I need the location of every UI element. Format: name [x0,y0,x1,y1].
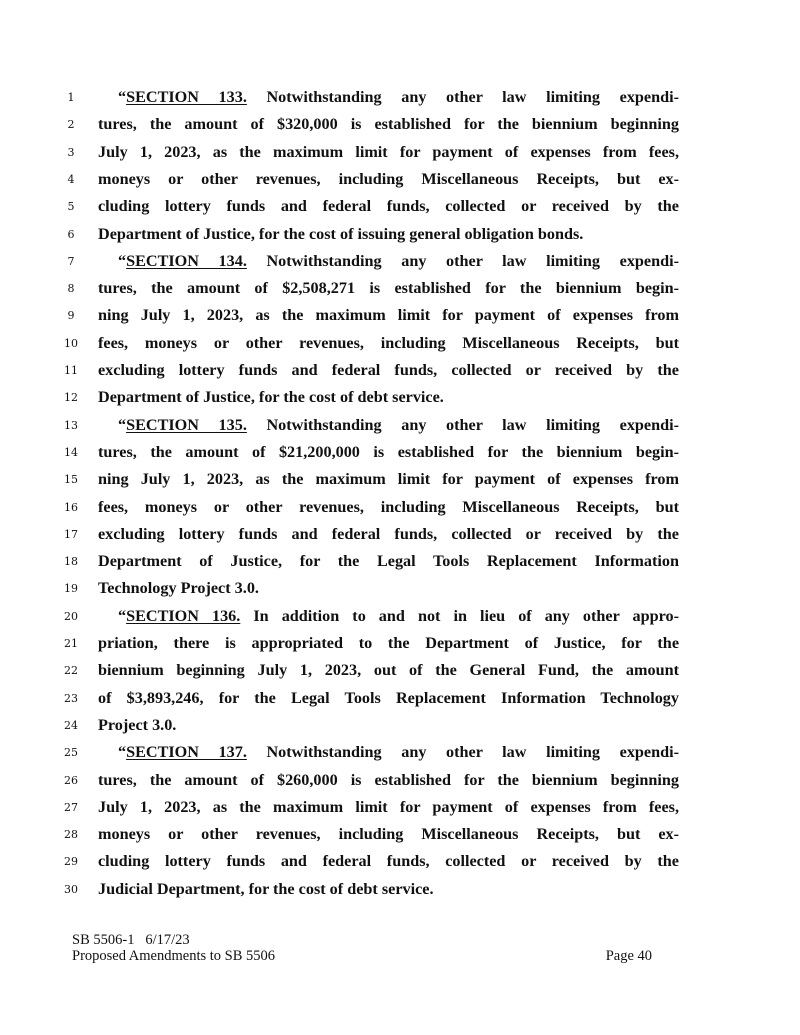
document-line [0,221,800,248]
line-text: ning July 1, 2023, as the maximum limit for payment of expenses from [98,470,679,489]
line-text: of $3,893,246, for the Legal Tools Replacement Information Technology [98,688,679,707]
line-text: moneys or other revenues, including Miscellaneous Receipts, but ex- [98,825,679,844]
line-number: 20 [64,609,78,623]
line-text: cluding lottery funds and federal funds, collected or received by the [98,852,679,871]
document-line [0,548,800,575]
document-line [0,712,800,739]
line-number: 18 [64,555,78,569]
line-text: fees, moneys or other revenues, including Miscellaneous Receipts, but [98,497,679,516]
line-number: 16 [64,500,78,514]
document-line [0,111,800,138]
line-text: priation, there is appropriated to the Department of Justice, for the [98,634,679,652]
document-line [0,275,800,302]
document-line [0,193,800,220]
bill-id: SB 5506-1 [72,932,135,948]
section-label: SECTION 136. [126,606,241,625]
document-line [0,603,800,630]
document-line [0,821,800,848]
section-heading-line [118,739,679,766]
bill-date: 6/17/23 [145,932,190,948]
line-text: Technology Project 3.0. [98,579,259,598]
line-text: ning July 1, 2023, as the maximum limit for payment of expenses from [98,306,679,325]
open-quote: “ [118,743,127,762]
line-number: 2 [67,118,75,132]
section-label: SECTION 133. [126,88,247,106]
line-text: tures, the amount of $21,200,000 is established for the biennium begin- [98,442,679,461]
section-heading-line [118,84,679,111]
section-text: Notwithstanding any other law limiting expendi- [246,88,679,106]
line-text: Judicial Department, for the cost of debt service. [98,879,434,898]
line-text: tures, the amount of $260,000 is established for the biennium beginning [98,770,679,789]
line-number: 9 [67,309,75,323]
section-text: Notwithstanding any other law limiting expendi- [246,415,679,434]
line-text: excluding lottery funds and federal funds, collected or received by the [98,524,679,543]
line-number: 11 [64,364,78,377]
line-text: Department of Justice, for the Legal Tools Replacement Information [98,552,679,571]
line-number: 14 [64,445,78,459]
line-number: 17 [64,527,78,541]
line-text: fees, moneys or other revenues, including Miscellaneous Receipts, but [98,333,679,352]
page-number: Page 40 [605,948,652,964]
section-text: Notwithstanding any other law limiting expendi- [246,251,679,270]
line-number: 10 [64,336,78,350]
document-line [0,439,800,466]
document-line [0,248,800,275]
section-text: Notwithstanding any other law limiting expendi- [246,743,679,762]
document-line [0,357,800,384]
line-number: 6 [67,227,75,241]
line-text: Department of Justice, for the cost of issuing general obligation bonds. [98,224,584,243]
section-heading-line [118,248,679,275]
document-line [0,630,800,657]
document-line [0,302,800,329]
line-number: 21 [64,637,78,650]
section-label: SECTION 135. [126,415,247,434]
line-text: moneys or other revenues, including Miscellaneous Receipts, but ex- [98,169,679,188]
open-quote: “ [118,88,127,106]
document-line [0,521,800,548]
line-text: tures, the amount of $320,000 is established for the biennium beginning [98,115,679,134]
document-line [0,794,800,821]
line-number: 29 [64,855,78,869]
document-line [0,848,800,875]
document-line [0,657,800,684]
section-text: In addition to and not in lieu of any other appro- [240,606,679,625]
section-label: SECTION 134. [126,251,247,270]
document-line [0,739,800,766]
line-number: 5 [67,200,75,214]
line-text: biennium beginning July 1, 2023, out of the General Fund, the amount [98,661,679,680]
line-text: Project 3.0. [98,715,177,734]
line-number: 24 [64,718,78,732]
document-line [0,685,800,712]
line-number: 4 [67,172,75,186]
open-quote: “ [118,415,127,434]
line-text: July 1, 2023, as the maximum limit for payment of expenses from fees, [98,142,679,161]
page-footer [72,932,652,964]
document-line [0,876,800,903]
section-heading-line [118,412,679,439]
line-number: 25 [64,746,78,760]
bill-description: Proposed Amendments to SB 5506 [72,948,276,964]
document-line [0,384,800,411]
line-text: tures, the amount of $2,508,271 is established for the biennium begin- [98,279,679,298]
line-number: 26 [64,773,78,787]
line-number: 15 [64,473,78,487]
line-number: 27 [64,800,78,814]
line-number: 28 [64,828,78,842]
line-text: excluding lottery funds and federal funds, collected or received by the [98,361,679,379]
line-text: cluding lottery funds and federal funds, collected or received by the [98,197,679,216]
open-quote: “ [118,606,127,625]
line-number: 1 [67,91,75,104]
line-number: 23 [64,691,78,705]
section-heading-line [118,603,679,630]
document-line [0,84,800,111]
document-line [0,166,800,193]
open-quote: “ [118,251,127,270]
document-line [0,412,800,439]
line-number: 3 [67,145,75,159]
line-text: July 1, 2023, as the maximum limit for payment of expenses from fees, [98,797,679,816]
line-number: 30 [64,882,78,896]
line-number: 7 [67,254,75,268]
line-text: Department of Justice, for the cost of debt service. [98,388,444,407]
document-line [0,767,800,794]
line-number: 12 [64,391,78,405]
line-number: 22 [64,664,78,678]
document-line [0,330,800,357]
line-number: 19 [64,582,78,596]
section-label: SECTION 137. [126,743,247,762]
document-line [0,575,800,602]
document-line [0,139,800,166]
document-line [0,466,800,493]
line-number: 13 [64,418,78,432]
line-number: 8 [67,282,75,296]
document-line [0,494,800,521]
